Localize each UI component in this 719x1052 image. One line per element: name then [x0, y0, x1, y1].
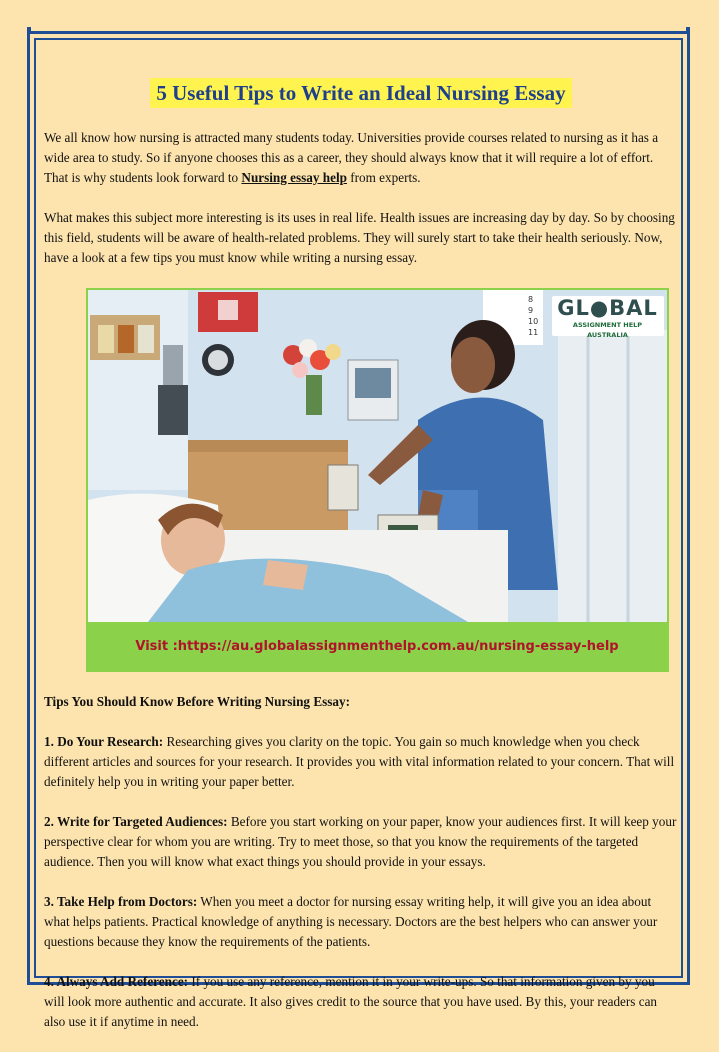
nursing-essay-help-link[interactable]: Nursing essay help [241, 170, 347, 185]
tip-text: When you meet a doctor for nursing essay writing help, it will give you an idea about what helps patients. Practical knowledge of anything is necessary. Doctors are the best helpers who can answer your questions because they know the requirements of the patients. [44, 894, 658, 949]
clock-number: 10 [527, 317, 538, 326]
logo-subtext: ASSIGNMENT HELP AUSTRALIA [572, 321, 643, 339]
tip-label: 4. Always Add Reference: [44, 974, 189, 989]
global-logo [552, 296, 664, 339]
page-title: 5 Useful Tips to Write an Ideal Nursing Essay [150, 78, 571, 108]
tip-label: 2. Write for Targeted Audiences: [44, 814, 228, 829]
border-accent-top [27, 27, 31, 31]
clock-number: 9 [527, 306, 533, 315]
body-paragraph: What makes this subject more interesting is its uses in real life. Health issues are increasing day by day. So by choosing this field, students will be aware of health-related problems. They will surely start to take their health seriously. Now, have a look at a few tips you must know while writing a nursing essay. [44, 210, 675, 265]
visit-banner [88, 622, 667, 670]
intro-text: We all know how nursing is attracted many students today. Universities provide courses related to nursing as it has a wide area to study. So if anyone chooses this as a career, they should always know that it will require a lot of effort. That is why students look forward to [44, 130, 659, 185]
tip-item [44, 972, 678, 1032]
hero-illustration [86, 288, 669, 672]
intro-paragraph [44, 128, 678, 188]
tip-text: Researching gives you clarity on the topic. You gain so much knowledge when you check different articles and sources for your research. It provides you with vital information related to your concern. That will definitely help you in writing your paper better. [44, 734, 675, 789]
title-container [44, 78, 678, 108]
logo-text: GL●BAL [557, 296, 658, 320]
tip-item [44, 892, 678, 952]
tip-label: 3. Take Help from Doctors: [44, 894, 198, 909]
tip-text: Before you start working on your paper, know your audiences first. It will keep your perspective clear for whom you are writing. Try to meet those, so that you know the requirements of the targeted audience. Then you will know what exact things you should provide in your essays. [44, 814, 677, 869]
tips-heading: Tips You Should Know Before Writing Nursing Essay: [44, 694, 350, 709]
intro-text-end: from experts. [346, 170, 421, 185]
visit-url-text: Visit :https://au.globalassignmenthelp.com.au/nursing-essay-help [135, 638, 619, 654]
tip-label: 1. Do Your Research: [44, 734, 164, 749]
clock-number: 11 [527, 328, 538, 337]
clock-number: 8 [527, 295, 533, 304]
tip-item [44, 732, 678, 792]
tip-text: If you use any reference, mention it in your write-ups. So that information given by you will look more authentic and accurate. It also gives credit to the source that you have used. By this, your readers can also use it if anytime in need. [44, 974, 658, 1029]
tip-item [44, 812, 678, 872]
border-accent-right [686, 27, 690, 31]
document-body [44, 78, 678, 1052]
